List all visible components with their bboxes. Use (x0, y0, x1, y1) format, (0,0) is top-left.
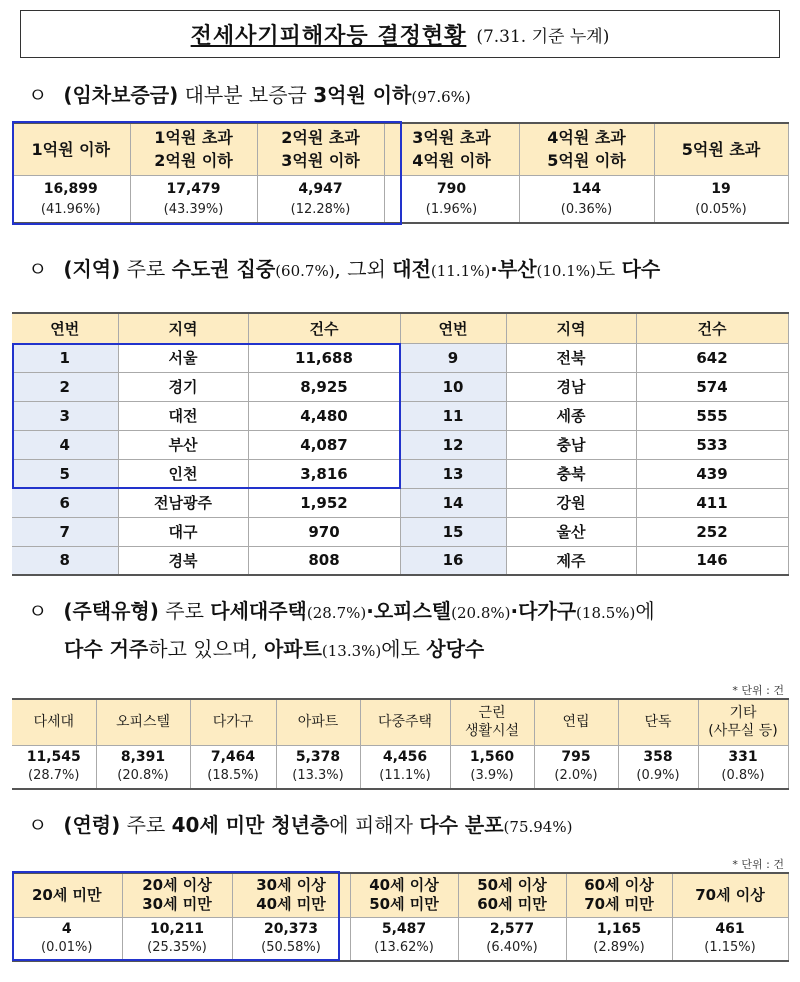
data-cell: 8,925 (248, 372, 400, 401)
heading-strong: 상당수 (426, 637, 485, 661)
heading-text: 하고 있으며, (148, 637, 264, 661)
table-row (12, 343, 788, 372)
heading-dot: · (366, 599, 374, 623)
heading-strong: 오피스텔 (373, 599, 452, 623)
heading-pct: (28.7%) (306, 604, 367, 622)
data-cell: 강원 (506, 488, 636, 517)
heading-pct: (18.5%) (576, 604, 636, 622)
data-cell: 146 (636, 546, 788, 575)
data-cell: 3,816 (248, 459, 400, 488)
header-cell: 아파트 (276, 699, 360, 745)
data-cell: 전북 (506, 343, 636, 372)
data-cell: 12 (400, 430, 506, 459)
bullet: ㅇ (28, 813, 48, 837)
header-cell: 단독 (618, 699, 698, 745)
data-cell: 인천 (118, 459, 248, 488)
data-cell: 642 (636, 343, 788, 372)
header-cell: 1억원 초과 2억원 이하 (130, 123, 257, 175)
data-cell: 7,464 (18.5%) (190, 745, 276, 789)
header-cell: 50세 이상 60세 미만 (458, 873, 566, 917)
table-row (12, 517, 788, 546)
heading-text: 에도 (381, 637, 427, 661)
data-cell: 4,087 (248, 430, 400, 459)
data-cell: 대구 (118, 517, 248, 546)
table-header-row (12, 873, 788, 917)
data-cell: 15 (400, 517, 506, 546)
data-cell: 1,165 (2.89%) (566, 917, 672, 961)
data-cell: 6 (12, 488, 118, 517)
data-cell: 1,560 (3.9%) (450, 745, 534, 789)
data-cell: 8 (12, 546, 118, 575)
heading-strong: 부산 (497, 257, 537, 281)
data-cell: 10,211 (25.35%) (122, 917, 232, 961)
header-cell: 다중주택 (360, 699, 450, 745)
data-cell: 4 (0.01%) (12, 917, 122, 961)
data-cell: 5,378 (13.3%) (276, 745, 360, 789)
table-row (12, 745, 788, 789)
data-cell: 13 (400, 459, 506, 488)
header-cell: 건수 (636, 313, 788, 343)
data-cell: 8,391 (20.8%) (96, 745, 190, 789)
data-cell: 795 (2.0%) (534, 745, 618, 789)
data-cell: 9 (400, 343, 506, 372)
table-row (12, 175, 788, 223)
header-cell: 5억원 초과 (654, 123, 788, 175)
data-cell: 533 (636, 430, 788, 459)
data-cell: 울산 (506, 517, 636, 546)
table-row (12, 372, 788, 401)
header-cell: 20세 미만 (12, 873, 122, 917)
header-cell: 연번 (400, 313, 506, 343)
heading-pct: (11.1%) (430, 262, 491, 280)
data-cell: 20,373 (50.58%) (232, 917, 350, 961)
data-cell: 부산 (118, 430, 248, 459)
data-cell: 충북 (506, 459, 636, 488)
data-cell: 144 (0.36%) (519, 175, 654, 223)
data-cell: 서울 (118, 343, 248, 372)
heading-strong: 다수 (621, 257, 661, 281)
table-header-row (12, 699, 788, 745)
unit-note: * 단위 : 건 (732, 858, 784, 871)
data-cell: 11,688 (248, 343, 400, 372)
table-header-row (12, 313, 788, 343)
heading-text: 에 (635, 599, 655, 623)
data-cell: 2 (12, 372, 118, 401)
header-cell: 연립 (534, 699, 618, 745)
data-cell: 252 (636, 517, 788, 546)
data-cell: 1 (12, 343, 118, 372)
bullet: ㅇ (28, 257, 48, 281)
heading-text: 대부분 보증금 (178, 83, 314, 107)
bullet: ㅇ (28, 83, 48, 107)
heading-pct: (13.3%) (321, 642, 382, 660)
title-box (20, 10, 780, 58)
data-cell: 5 (12, 459, 118, 488)
heading-strong: 다세대주택 (210, 599, 307, 623)
heading-text: 에 피해자 (329, 813, 420, 837)
header-cell: 지역 (506, 313, 636, 343)
heading-dot: · (490, 257, 498, 281)
bullet: ㅇ (28, 599, 48, 623)
header-cell: 건수 (248, 313, 400, 343)
header-cell: 지역 (118, 313, 248, 343)
section-housing-heading-line2 (64, 636, 484, 662)
data-cell: 제주 (506, 546, 636, 575)
data-cell: 11 (400, 401, 506, 430)
heading-strong: 수도권 집중 (171, 257, 276, 281)
header-cell: 30세 이상 40세 미만 (232, 873, 350, 917)
section-age-heading (28, 812, 572, 838)
heading-text: , 그외 (334, 257, 393, 281)
table-header-row (12, 123, 788, 175)
section-label: (연령) (63, 813, 121, 837)
housing-table (12, 698, 789, 790)
data-cell: 대전 (118, 401, 248, 430)
heading-dot: · (510, 599, 519, 623)
data-cell: 2,577 (6.40%) (458, 917, 566, 961)
heading-strong: 3억원 이하 (313, 83, 412, 107)
section-label: (주택유형) (63, 599, 159, 623)
data-cell: 808 (248, 546, 400, 575)
section-label: (임차보증금) (63, 83, 179, 107)
data-cell: 경남 (506, 372, 636, 401)
age-table (12, 872, 789, 962)
data-cell: 358 (0.9%) (618, 745, 698, 789)
header-cell: 2억원 초과 3억원 이하 (257, 123, 384, 175)
data-cell: 10 (400, 372, 506, 401)
heading-pct: (75.94%) (503, 818, 573, 836)
data-cell: 11,545 (28.7%) (12, 745, 96, 789)
data-cell: 970 (248, 517, 400, 546)
header-cell: 40세 이상 50세 미만 (350, 873, 458, 917)
data-cell: 1,952 (248, 488, 400, 517)
data-cell: 충남 (506, 430, 636, 459)
heading-text: 주로 (120, 257, 172, 281)
table-row (12, 459, 788, 488)
data-cell: 331 (0.8%) (698, 745, 788, 789)
data-cell: 16,899 (41.96%) (12, 175, 130, 223)
header-cell: 20세 이상 30세 미만 (122, 873, 232, 917)
header-cell: 60세 이상 70세 미만 (566, 873, 672, 917)
heading-pct: (10.1%) (536, 262, 596, 280)
heading-pct: (20.8%) (451, 604, 511, 622)
heading-strong: 대전 (392, 257, 431, 281)
data-cell: 17,479 (43.39%) (130, 175, 257, 223)
heading-strong: 다가구 (518, 599, 577, 623)
unit-note: * 단위 : 건 (732, 684, 784, 697)
table-row (12, 917, 788, 961)
heading-strong: 다수 분포 (419, 813, 504, 837)
header-cell: 70세 이상 (672, 873, 788, 917)
data-cell: 세종 (506, 401, 636, 430)
header-cell: 오피스텔 (96, 699, 190, 745)
heading-strong: 다수 거주 (64, 637, 149, 661)
header-cell: 3억원 초과 4억원 이하 (384, 123, 519, 175)
data-cell: 4,480 (248, 401, 400, 430)
data-cell: 7 (12, 517, 118, 546)
data-cell: 14 (400, 488, 506, 517)
header-cell: 근린 생활시설 (450, 699, 534, 745)
data-cell: 411 (636, 488, 788, 517)
section-label: (지역) (63, 257, 121, 281)
heading-text: 주로 (158, 599, 211, 623)
header-cell: 4억원 초과 5억원 이하 (519, 123, 654, 175)
data-cell: 5,487 (13.62%) (350, 917, 458, 961)
table-row (12, 488, 788, 517)
section-housing-heading (28, 598, 655, 624)
header-cell: 1억원 이하 (12, 123, 130, 175)
data-cell: 439 (636, 459, 788, 488)
heading-pct: (60.7%) (275, 262, 335, 280)
data-cell: 4,456 (11.1%) (360, 745, 450, 789)
section-deposit-heading (28, 82, 471, 108)
header-cell: 다세대 (12, 699, 96, 745)
region-table (12, 312, 789, 576)
heading-text: 주로 (120, 813, 172, 837)
header-cell: 기타 (사무실 등) (698, 699, 788, 745)
data-cell: 574 (636, 372, 788, 401)
data-cell: 461 (1.15%) (672, 917, 788, 961)
heading-text: 도 (595, 257, 622, 281)
heading-strong: 40세 미만 청년층 (171, 813, 330, 837)
data-cell: 555 (636, 401, 788, 430)
header-cell: 다가구 (190, 699, 276, 745)
data-cell: 4,947 (12.28%) (257, 175, 384, 223)
data-cell: 3 (12, 401, 118, 430)
table-row (12, 401, 788, 430)
data-cell: 16 (400, 546, 506, 575)
page-title: 전세사기피해자등 결정현황 (190, 23, 467, 49)
deposit-table (12, 122, 789, 224)
table-row (12, 430, 788, 459)
section-region-heading (28, 256, 660, 282)
data-cell: 790 (1.96%) (384, 175, 519, 223)
data-cell: 전남광주 (118, 488, 248, 517)
heading-pct: (97.6%) (411, 88, 471, 106)
data-cell: 4 (12, 430, 118, 459)
data-cell: 경북 (118, 546, 248, 575)
data-cell: 19 (0.05%) (654, 175, 788, 223)
heading-strong: 아파트 (263, 637, 322, 661)
page-subtitle: (7.31. 기준 누계) (476, 26, 610, 47)
header-cell: 연번 (12, 313, 118, 343)
data-cell: 경기 (118, 372, 248, 401)
table-row (12, 546, 788, 575)
